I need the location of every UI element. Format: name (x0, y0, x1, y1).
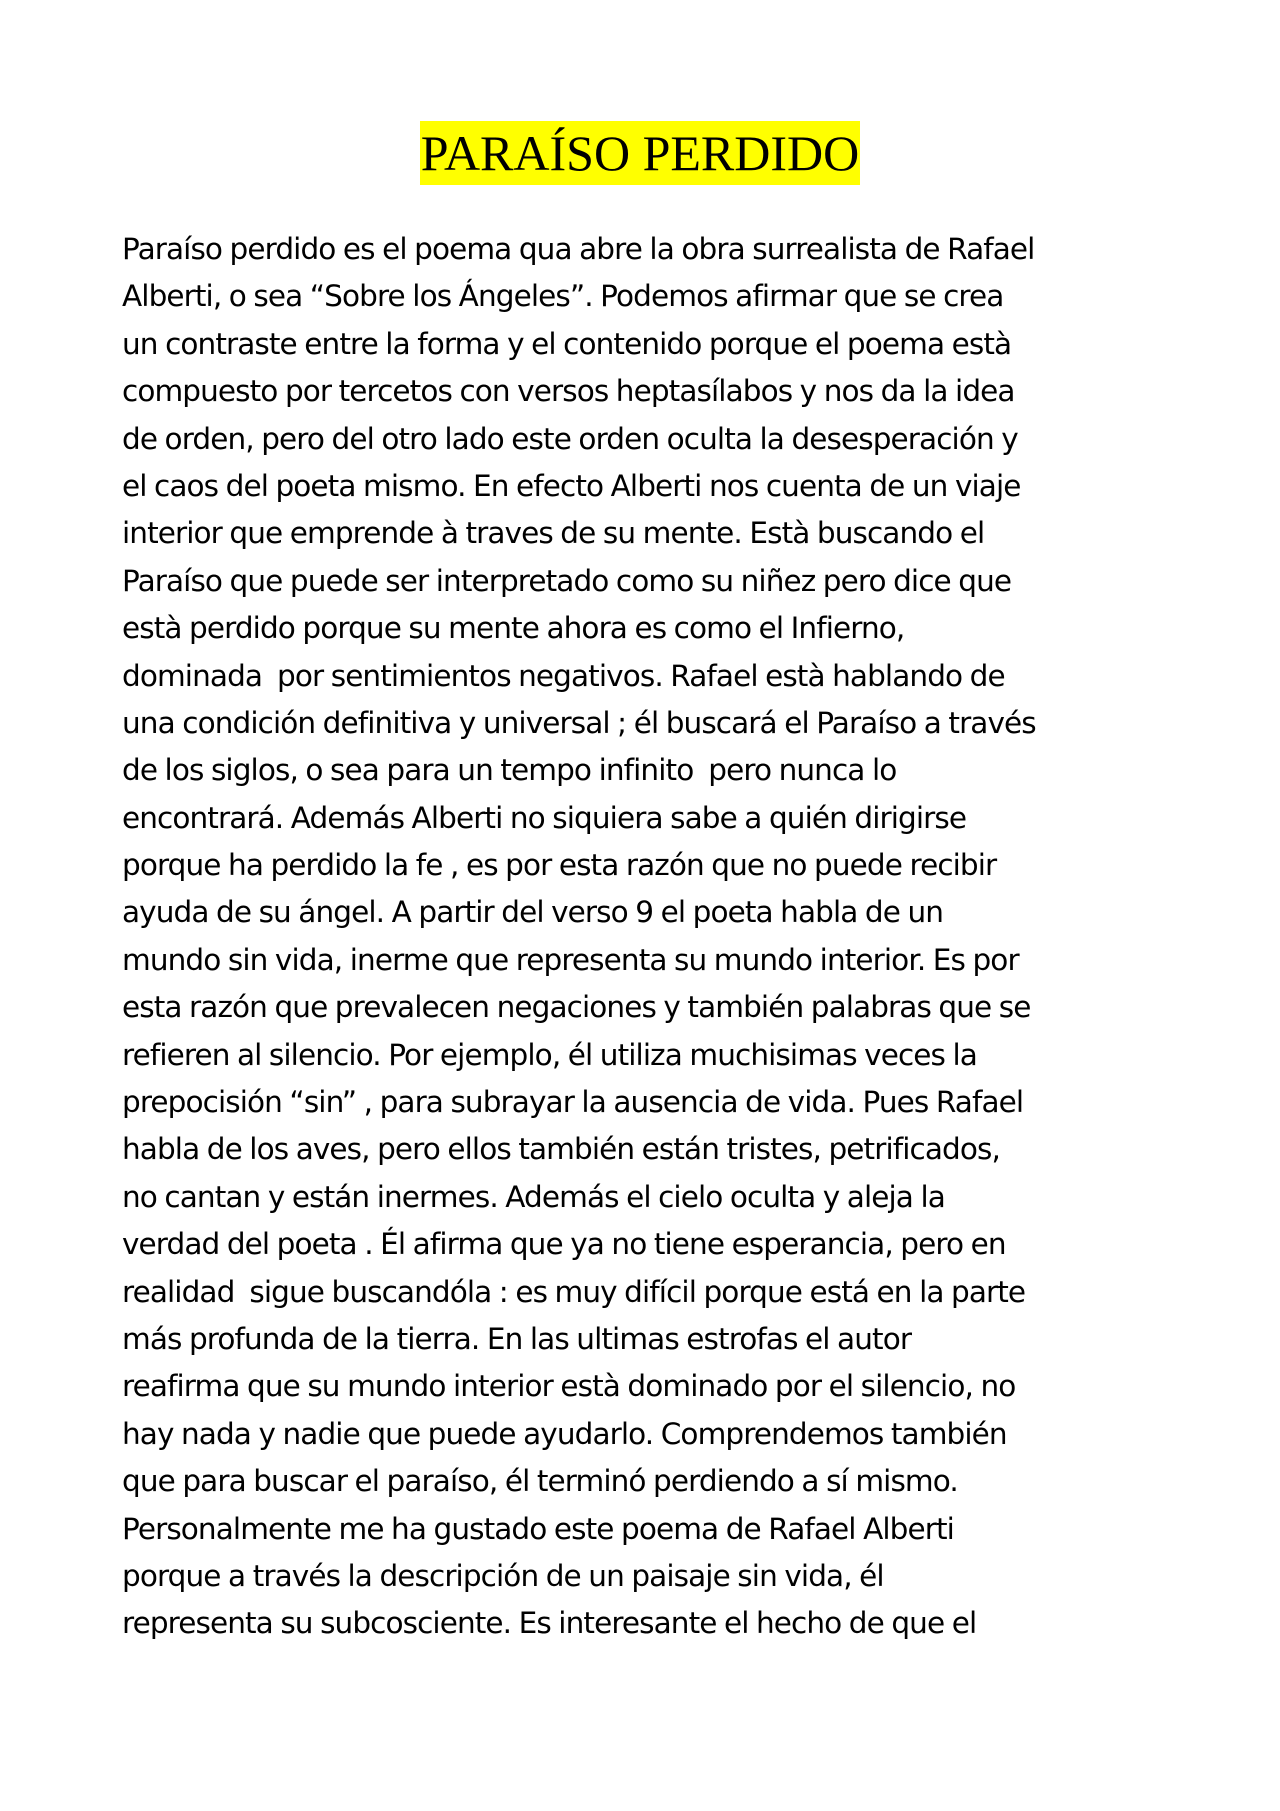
text-line: Paraíso perdido es el poema qua abre la obra surrealista de Rafael (122, 232, 1035, 266)
text-line: que para buscar el paraíso, él terminó perdiendo a sí mismo. (122, 1464, 958, 1499)
text-line: no cantan y están inermes. Además el cielo oculta y aleja la (122, 1179, 945, 1214)
text-line: porque a través la descripción de un paisaje sin vida, él (122, 1558, 884, 1593)
text-line: està perdido porque su mente ahora es como el Infierno, (122, 611, 905, 646)
text-line: mundo sin vida, inerme que representa su mundo interior. Es por (122, 942, 1019, 977)
text-line: verdad del poeta . Él afirma que ya no tiene esperancia, pero en (122, 1227, 1006, 1262)
text-line: el caos del poeta mismo. En efecto Alberti nos cuenta de un viaje (122, 468, 1021, 503)
text-line: esta razón que prevalecen negaciones y también palabras que se (122, 990, 1031, 1025)
text-line: dominada por sentimientos negativos. Rafael està hablando de (122, 658, 1005, 693)
text-line: representa su subcosciente. Es interesante el hecho de que el (122, 1606, 977, 1641)
text-line: Personalmente me ha gustado este poema de Rafael Alberti (122, 1511, 954, 1546)
text-line: Alberti, o sea “Sobre los Ángeles”. Podemos afirmar que se crea (122, 279, 1004, 314)
title-container (0, 121, 1280, 185)
text-line: habla de los aves, pero ellos también están tristes, petrificados, (122, 1132, 1000, 1167)
text-line: refieren al silencio. Por ejemplo, él utiliza muchisimas veces la (122, 1037, 977, 1072)
text-line: hay nada y nadie que puede ayudarlo. Comprendemos también (122, 1416, 1007, 1451)
text-line: prepocisión “sin” , para subrayar la ausencia de vida. Pues Rafael (122, 1085, 1024, 1120)
text-line: de orden, pero del otro lado este orden oculta la desesperación y (122, 421, 1018, 456)
text-line: de los siglos, o sea para un tempo infinito pero nunca lo (122, 753, 897, 788)
text-line: interior que emprende à traves de su mente. Està buscando el (122, 516, 985, 551)
document-title: PARAÍSO PERDIDO (420, 121, 861, 185)
text-line: realidad sigue buscandóla : es muy difícil porque está en la parte (122, 1274, 1026, 1309)
body-paragraph (122, 226, 1182, 1648)
text-line: encontrará. Además Alberti no siquiera sabe a quién dirigirse (122, 800, 967, 835)
text-line: Paraíso que puede ser interpretado como su niñez pero dice que (122, 563, 1012, 598)
text-line: compuesto por tercetos con versos heptasílabos y nos da la idea (122, 374, 1015, 409)
text-line: más profunda de la tierra. En las ultimas estrofas el autor (122, 1321, 912, 1356)
text-line: un contraste entre la forma y el contenido porque el poema està (122, 326, 1012, 361)
text-line: reafirma que su mundo interior està dominado por el silencio, no (122, 1369, 1016, 1404)
text-line: porque ha perdido la fe , es por esta razón que no puede recibir (122, 848, 997, 883)
text-line: una condición definitiva y universal ; él buscará el Paraíso a través (122, 705, 1036, 740)
text-line: ayuda de su ángel. A partir del verso 9 el poeta habla de un (122, 895, 944, 930)
